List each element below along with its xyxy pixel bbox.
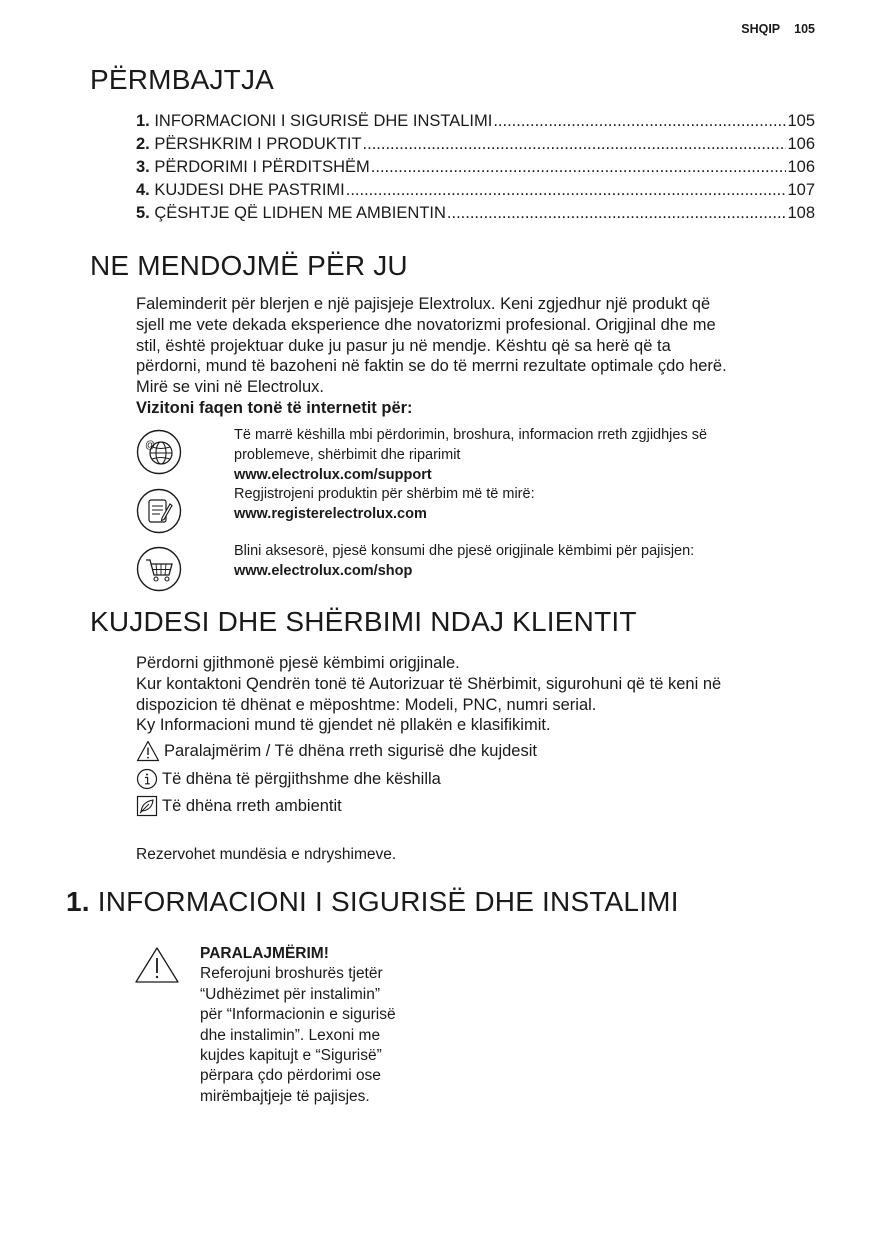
warning-line: për “Informacionin e sigurisë — [200, 1006, 396, 1024]
toc-leader — [346, 179, 787, 202]
globe-icon — [136, 429, 182, 475]
svg-text:@: @ — [145, 440, 156, 451]
intro-line: stil, është projektuar duke ju pasur ju në mendje. Kështu që sa herë që ta — [136, 336, 671, 355]
service-text: Regjistrojeni produktin për shërbim më të mirë: — [234, 486, 535, 502]
legend-environment — [136, 795, 342, 817]
toc-entry-number: 5. — [136, 204, 150, 222]
toc-entry-page: 106 — [787, 158, 815, 176]
toc-entry-page: 108 — [787, 204, 815, 222]
warning-triangle-icon — [136, 740, 160, 762]
language-label: SHQIP — [741, 22, 781, 36]
support-link[interactable]: www.electrolux.com/support — [234, 467, 432, 483]
toc-entry-label: PËRSHKRIM I PRODUKTIT — [149, 135, 362, 153]
page-header — [741, 22, 815, 36]
section-1-title — [66, 886, 679, 918]
toc-entry[interactable] — [136, 202, 815, 225]
customer-care-paragraph — [136, 653, 826, 736]
shop-link[interactable]: www.electrolux.com/shop — [234, 563, 413, 579]
toc-entry-number: 4. — [136, 181, 150, 199]
toc-entry-page: 105 — [787, 112, 815, 130]
intro-line: përdorni, mund të bazoheni në faktin se do të merrni rezultate optimale çdo herë. — [136, 357, 727, 376]
toc-leader — [447, 202, 787, 225]
toc-entry[interactable] — [136, 156, 815, 179]
service-text: Blini aksesorë, pjesë konsumi dhe pjesë origjinale këmbimi për pajisjen: — [234, 543, 695, 559]
intro-title: NE MENDOJMË PËR JU — [90, 250, 408, 281]
customer-care-line: dispozicion të dhënat e mëposhtme: Modeli, PNC, numri serial. — [136, 695, 597, 714]
warning-line: përpara çdo përdorimi ose — [200, 1067, 381, 1085]
toc-title: PËRMBAJTJA — [90, 64, 275, 95]
toc-entry-label: ÇËSHTJE QË LIDHEN ME AMBIENTIN — [149, 204, 446, 222]
warning-line: Referojuni broshurës tjetër — [200, 965, 383, 983]
toc-leader — [371, 156, 787, 179]
customer-care-line: Ky Informacioni mund të gjendet në pllakën e klasifikimit. — [136, 716, 551, 735]
warning-triangle-icon — [134, 946, 180, 984]
toc-leader — [363, 133, 787, 156]
toc-entry[interactable] — [136, 133, 815, 156]
register-icon — [136, 488, 182, 534]
toc-entry-label: PËRDORIMI I PËRDITSHËM — [149, 158, 370, 176]
service-register — [234, 484, 794, 524]
customer-care-title: KUJDESI DHE SHËRBIMI NDAJ KLIENTIT — [90, 606, 637, 637]
warning-box — [200, 944, 440, 1107]
intro-line: Faleminderit për blerjen e një pajisjeje Elextrolux. Keni zgjedhur një produkt që — [136, 295, 711, 313]
toc-entry-number: 1. — [136, 112, 150, 130]
legend-text: Të dhëna rreth ambientit — [162, 796, 342, 815]
section-1-number: 1. — [66, 886, 90, 917]
toc-entry-label: KUJDESI DHE PASTRIMI — [149, 181, 345, 199]
warning-line: kujdes kapitujt e “Sigurisë” — [200, 1047, 382, 1065]
service-text: Të marrë këshilla mbi përdorimin, broshura, informacion rreth zgjidhjes së — [234, 427, 708, 443]
customer-care-line: Kur kontaktoni Qendrën tonë të Autorizuar të Shërbimit, sigurohuni që të keni në — [136, 674, 722, 693]
shopping-cart-icon — [136, 546, 182, 592]
info-icon — [136, 768, 158, 790]
warning-line: “Udhëzimet për instalimin” — [200, 985, 381, 1003]
page-number: 105 — [794, 22, 815, 36]
visit-label: Vizitoni faqen tonë të internetit për: — [136, 398, 413, 417]
reserved-notice: Rezervohet mundësia e ndryshimeve. — [136, 846, 397, 863]
legend-text: Të dhëna të përgjithshme dhe këshilla — [162, 769, 441, 788]
service-support — [234, 425, 794, 485]
intro-line: sjell me vete dekada eksperience dhe novatorizmi profesional. Origjinal dhe me — [136, 315, 716, 334]
toc-entry-number: 2. — [136, 135, 150, 153]
legend-warning — [136, 740, 537, 762]
service-shop — [234, 541, 794, 581]
warning-title: PARALAJMËRIM! — [200, 945, 329, 962]
intro-paragraph — [136, 294, 826, 419]
toc-leader — [493, 110, 786, 133]
toc-entry-label: INFORMACIONI I SIGURISË DHE INSTALIMI — [149, 112, 493, 130]
warning-line: mirëmbajtjeje të pajisjes. — [200, 1087, 370, 1105]
toc-entry-page: 107 — [787, 181, 815, 199]
leaf-icon — [136, 795, 158, 817]
toc-entry-number: 3. — [136, 158, 150, 176]
register-link[interactable]: www.registerelectrolux.com — [234, 506, 427, 522]
legend-text: Paralajmërim / Të dhëna rreth sigurisë dhe kujdesit — [164, 741, 537, 760]
customer-care-line: Përdorni gjithmonë pjesë këmbimi origjinale. — [136, 654, 460, 672]
table-of-contents — [136, 110, 815, 225]
legend-info — [136, 768, 441, 790]
toc-entry-page: 106 — [787, 135, 815, 153]
section-1-label: INFORMACIONI I SIGURISË DHE INSTALIMI — [89, 886, 679, 917]
toc-entry[interactable] — [136, 179, 815, 202]
intro-line: Mirë se vini në Electrolux. — [136, 378, 324, 397]
toc-entry[interactable] — [136, 110, 815, 133]
warning-line: dhe instalimin”. Lexoni me — [200, 1026, 381, 1044]
service-text: problemeve, shërbimit dhe riparimit — [234, 447, 461, 463]
